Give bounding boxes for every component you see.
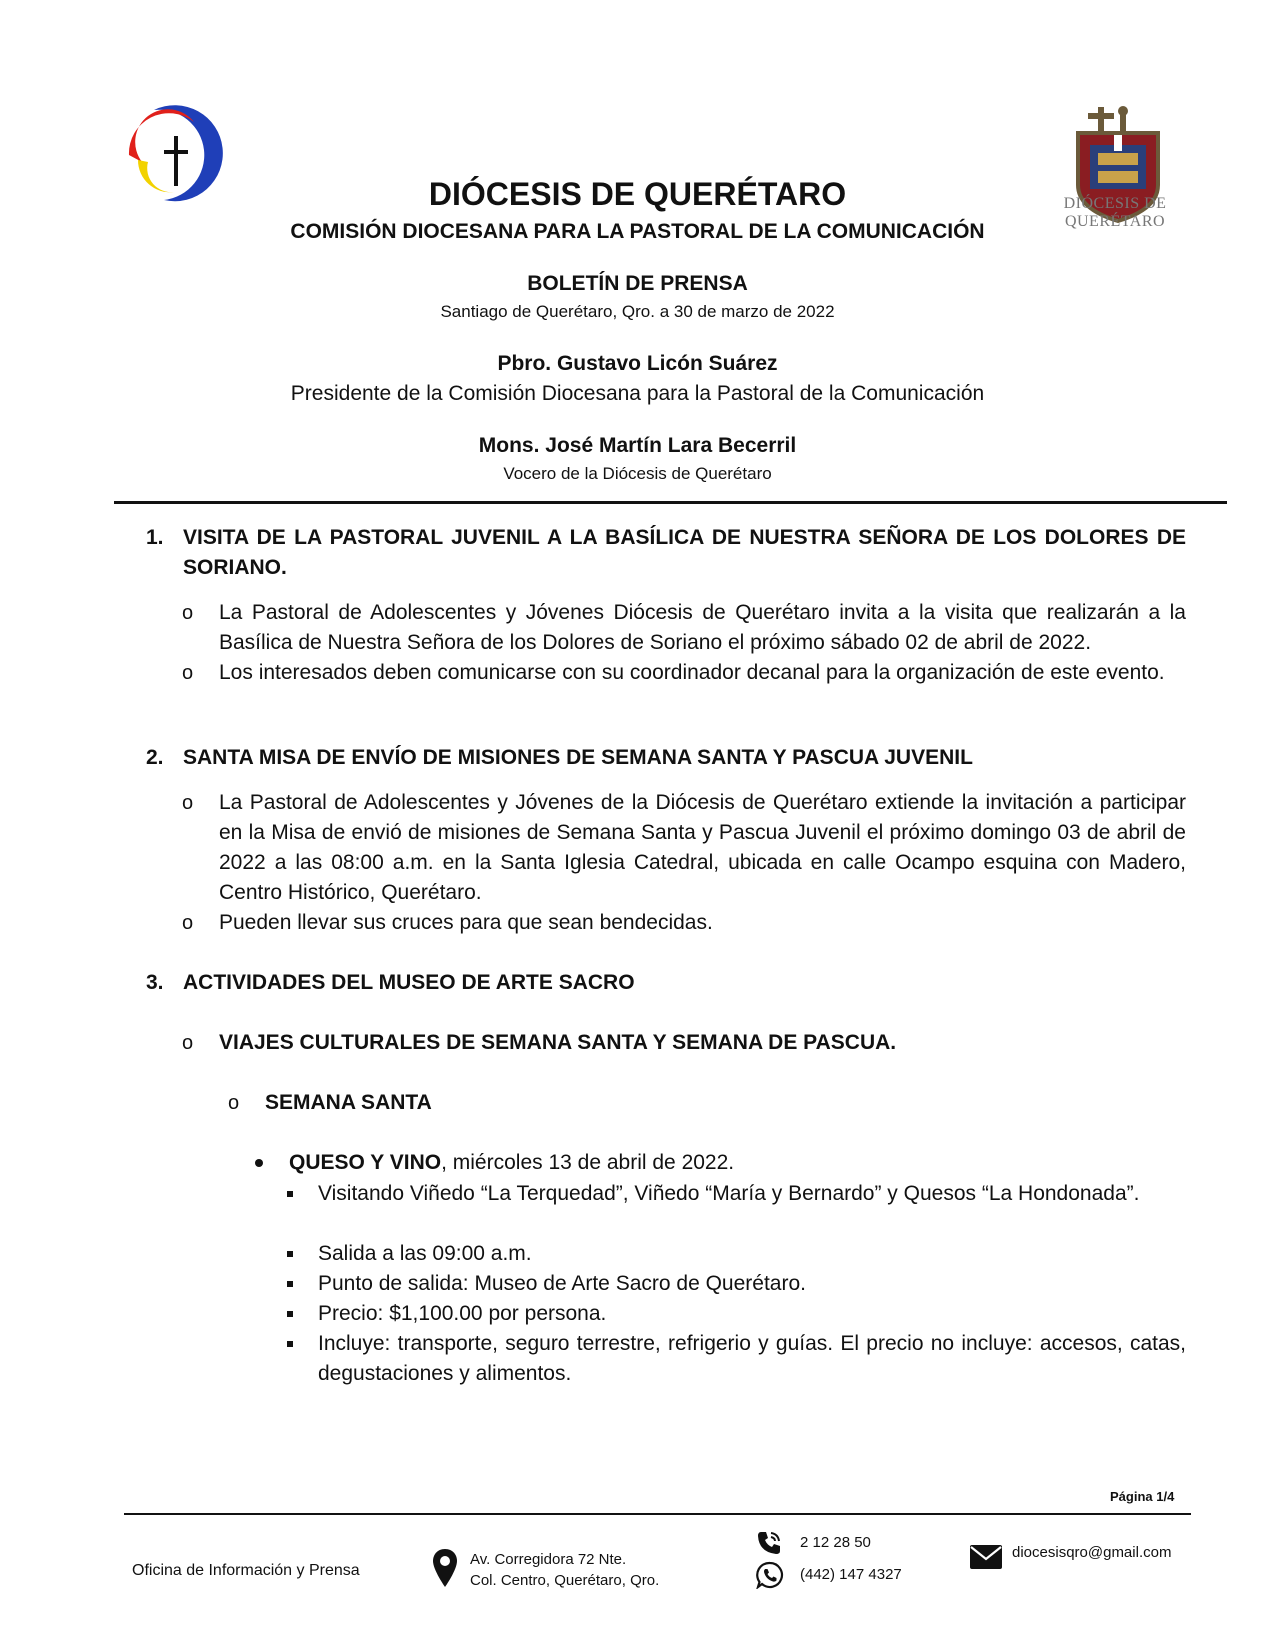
sub-subheading <box>228 1088 1186 1118</box>
list-item <box>182 658 1186 688</box>
detail-text: Salida a las 09:00 a.m. <box>318 1242 532 1265</box>
page-number: Página 1/4 <box>1110 1489 1175 1504</box>
footer-divider <box>124 1513 1191 1515</box>
detail-item <box>287 1239 1186 1269</box>
detail-text: Visitando Viñedo “La Terquedad”, Viñedo “María y Bernardo” y Quesos “La Hondonada”. <box>318 1182 1140 1205</box>
spokesman-name: Mons. José Martín Lara Becerril <box>478 434 797 457</box>
bullet-dot <box>255 1159 263 1167</box>
detail-text: Punto de salida: Museo de Arte Sacro de Querétaro. <box>318 1272 806 1295</box>
section-heading <box>146 968 1186 998</box>
president-name: Pbro. Gustavo Licón Suárez <box>497 352 778 375</box>
list-item-text: La Pastoral de Adolescentes y Jóvenes Diócesis de Querétaro invita a la visita que realizarán a la Basílica de Nuestra Señora de los Dolores de Soriano el próximo sábado 02 de abril de 2022. <box>219 601 1186 654</box>
section-number: 1. <box>146 526 164 549</box>
subheading-text: VIAJES CULTURALES DE SEMANA SANTA Y SEMANA DE PASCUA. <box>219 1031 897 1054</box>
envelope-icon <box>970 1545 1002 1569</box>
list-item <box>182 788 1186 908</box>
bulletin-title: BOLETÍN DE PRENSA <box>527 272 748 295</box>
detail-item <box>287 1299 1186 1329</box>
list-item <box>182 908 1186 938</box>
event-item <box>255 1148 1186 1178</box>
list-item-text: Los interesados deben comunicarse con su coordinador decanal para la organización de este evento. <box>219 661 1165 684</box>
detail-text: Incluye: transporte, seguro terrestre, refrigerio y guías. El precio no incluye: accesos, catas, degustaciones y alimentos. <box>318 1332 1186 1385</box>
bulletin-date: Santiago de Querétaro, Qro. a 30 de marzo de 2022 <box>440 302 835 321</box>
circle-bullet: o <box>182 662 194 684</box>
spokesman-role: Vocero de la Diócesis de Querétaro <box>503 464 772 483</box>
whatsapp-icon <box>756 1561 784 1589</box>
address-line1: Av. Corregidora 72 Nte. <box>470 1551 627 1568</box>
page-subtitle: COMISIÓN DIOCESANA PARA LA PASTORAL DE LA COMUNICACIÓN <box>290 220 985 243</box>
circle-bullet: o <box>182 1032 194 1054</box>
event-text <box>289 1148 1186 1178</box>
address-line2: Col. Centro, Querétaro, Qro. <box>470 1572 660 1589</box>
list-item-text: La Pastoral de Adolescentes y Jóvenes de la Diócesis de Querétaro extiende la invitación a participar en la Misa de envió de misiones de Semana Santa y Pascua Juvenil el próximo domingo 03 de abril de 2022 a las 08:00 a.m. en la Santa Iglesia Catedral, ubicada en calle Ocampo esquina con Madero, Centro Histórico, Querétaro. <box>219 791 1186 904</box>
footer-office: Oficina de Información y Prensa <box>132 1562 360 1579</box>
list-item-text: Pueden llevar sus cruces para que sean bendecidas. <box>219 911 713 934</box>
section-title: ACTIVIDADES DEL MUSEO DE ARTE SACRO <box>183 971 635 994</box>
square-bullet <box>287 1281 293 1287</box>
section-number: 2. <box>146 746 164 769</box>
page-title: DIÓCESIS DE QUERÉTARO <box>428 176 847 212</box>
list-item <box>182 598 1186 658</box>
detail-item <box>287 1329 1186 1389</box>
square-bullet <box>287 1311 293 1317</box>
footer-whatsapp: (442) 147 4327 <box>800 1566 902 1583</box>
detail-text: Precio: $1,100.00 por persona. <box>318 1302 607 1325</box>
location-pin-icon <box>432 1548 458 1588</box>
square-bullet <box>287 1191 293 1197</box>
footer-email: diocesisqro@gmail.com <box>1012 1544 1172 1561</box>
footer-address <box>470 1549 659 1591</box>
section-title: SANTA MISA DE ENVÍO DE MISIONES DE SEMANA SANTA Y PASCUA JUVENIL <box>183 746 973 769</box>
event-date: , miércoles 13 de abril de 2022. <box>441 1151 735 1174</box>
seal-caption-line2: QUERÉTARO <box>1064 213 1166 230</box>
section-heading <box>146 523 1186 583</box>
circle-bullet: o <box>228 1092 240 1114</box>
circle-bullet: o <box>182 792 194 814</box>
phone-icon <box>756 1530 782 1556</box>
section-heading <box>146 743 1186 773</box>
detail-item <box>287 1179 1186 1209</box>
seal-caption-line1: DIÓCESIS DE <box>1063 195 1167 212</box>
footer-phone: 2 12 28 50 <box>800 1534 871 1551</box>
president-role: Presidente de la Comisión Diocesana para la Pastoral de la Comunicación <box>290 382 985 405</box>
circle-bullet: o <box>182 912 194 934</box>
event-name: QUESO Y VINO <box>289 1151 442 1174</box>
section-title: VISITA DE LA PASTORAL JUVENIL A LA BASÍLICA DE NUESTRA SEÑORA DE LOS DOLORES DE SORIANO. <box>183 526 1186 579</box>
square-bullet <box>287 1341 293 1347</box>
square-bullet <box>287 1251 293 1257</box>
header-divider <box>114 501 1227 504</box>
detail-item <box>287 1269 1186 1299</box>
section-number: 3. <box>146 971 164 994</box>
subheading <box>182 1028 1186 1058</box>
sub-subheading-text: SEMANA SANTA <box>265 1091 432 1114</box>
circle-bullet: o <box>182 602 194 624</box>
